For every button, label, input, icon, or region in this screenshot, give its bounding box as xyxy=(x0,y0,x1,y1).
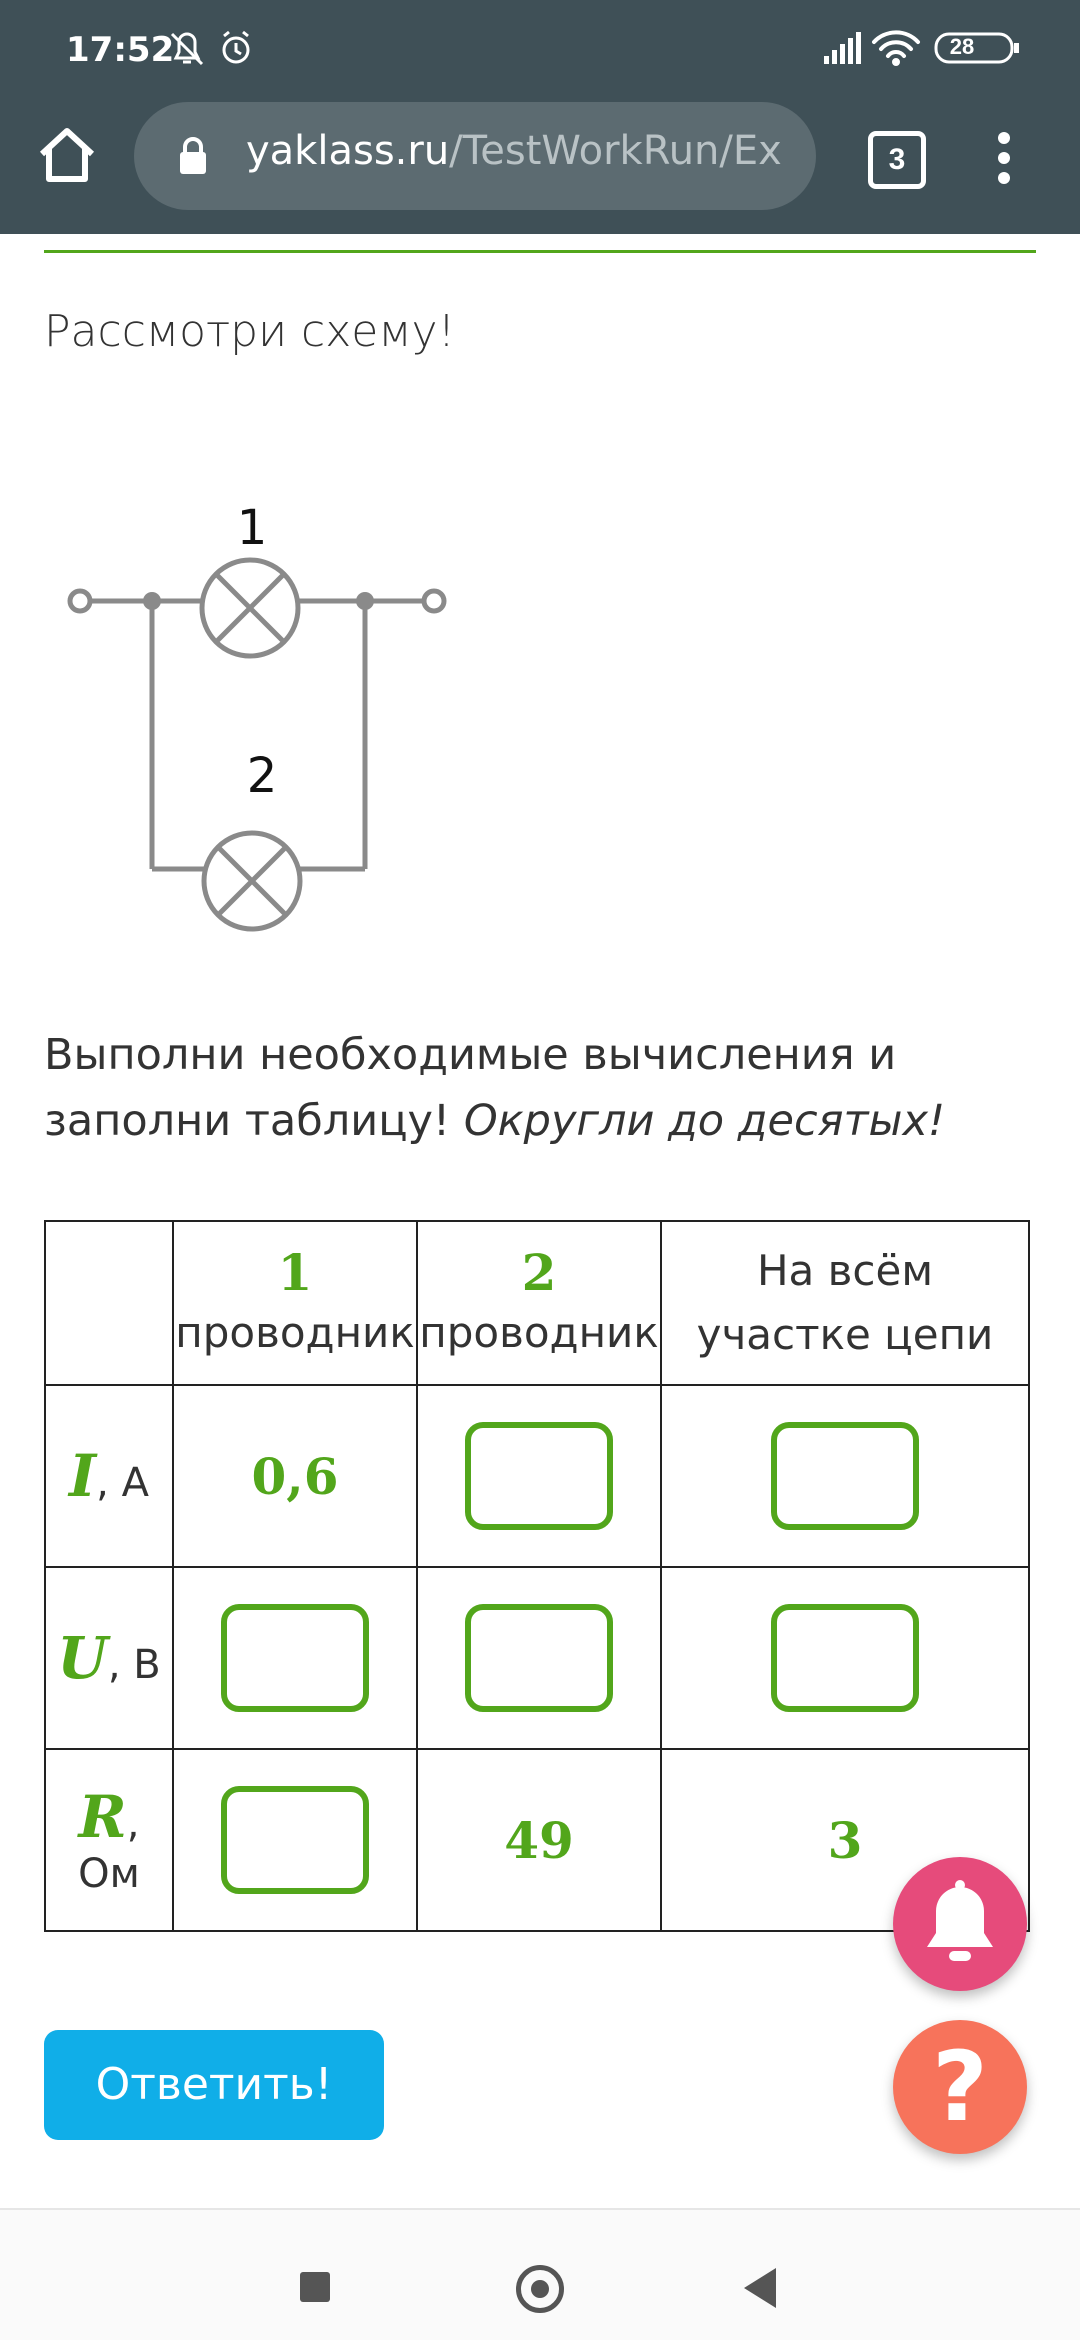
cell-voltage-2 xyxy=(417,1567,661,1749)
home-nav-icon[interactable] xyxy=(516,2265,564,2313)
answer-input-resistance-1[interactable] xyxy=(221,1786,369,1894)
table-row-current xyxy=(45,1385,1029,1567)
cell-current-2 xyxy=(417,1385,661,1567)
header-conductor-2 xyxy=(417,1221,661,1385)
wifi-icon xyxy=(874,32,918,64)
tab-switcher-button[interactable]: 3 xyxy=(868,131,926,189)
circuit-diagram xyxy=(60,496,460,946)
header-conductor-1-number: 1 xyxy=(277,1243,313,1302)
lamp-2-label: 2 xyxy=(246,748,278,804)
unit-resistance: , Ом xyxy=(78,1801,140,1897)
table-header-row xyxy=(45,1221,1029,1385)
task-instruction xyxy=(44,1022,1044,1154)
table-row-resistance xyxy=(45,1749,1029,1931)
status-time: 17:52 xyxy=(66,30,175,70)
unit-voltage: , В xyxy=(107,1642,161,1688)
given-resistance-total: 3 xyxy=(827,1810,863,1870)
task-prompt: Рассмотри схему! xyxy=(44,306,456,357)
cell-voltage-total xyxy=(661,1567,1029,1749)
submit-answer-button[interactable]: Ответить! xyxy=(44,2030,384,2140)
alarm-icon xyxy=(224,32,248,62)
section-divider xyxy=(44,250,1036,253)
terminal-right xyxy=(424,591,444,611)
help-button[interactable] xyxy=(893,2020,1027,2154)
cell-voltage-1 xyxy=(173,1567,417,1749)
junction-left xyxy=(143,592,161,610)
header-conductor-1-label: проводник xyxy=(175,1308,415,1357)
cell-resistance-2 xyxy=(417,1749,661,1931)
junction-right xyxy=(356,592,374,610)
answer-input-current-2[interactable] xyxy=(465,1422,613,1530)
symbol-voltage: U xyxy=(57,1624,108,1692)
header-whole-circuit xyxy=(661,1221,1029,1385)
instruction-rounding: Округли до десятых! xyxy=(463,1096,946,1146)
instruction-main: Выполни необходимые вычисления и заполни таблицу! xyxy=(44,1030,897,1146)
unit-current: , А xyxy=(96,1460,149,1506)
cell-current-total xyxy=(661,1385,1029,1567)
lamp-1-icon xyxy=(202,560,298,656)
cell-resistance-1 xyxy=(173,1749,417,1931)
overflow-menu-icon[interactable] xyxy=(984,128,1024,188)
battery-level: 28 xyxy=(949,34,975,59)
cell-current-1 xyxy=(173,1385,417,1567)
header-conductor-2-label: проводник xyxy=(419,1308,659,1357)
quantity-label-resistance xyxy=(45,1749,173,1931)
header-conductor-2-number: 2 xyxy=(521,1243,557,1302)
url-domain: yaklass.ru xyxy=(246,128,450,174)
status-right-icons xyxy=(824,28,1024,68)
quantity-label-current xyxy=(45,1385,173,1567)
notifications-button[interactable] xyxy=(893,1857,1027,1991)
lamp-1-label: 1 xyxy=(236,500,268,556)
terminal-left xyxy=(70,591,90,611)
back-icon[interactable] xyxy=(744,2268,776,2308)
url-bar[interactable] xyxy=(134,102,816,210)
answer-table xyxy=(44,1220,1030,1932)
signal-icon xyxy=(824,32,861,64)
answer-input-voltage-total[interactable] xyxy=(771,1604,919,1712)
question-icon: ? xyxy=(932,2031,988,2143)
header-whole-circuit-label: На всём участке цепи xyxy=(696,1246,994,1359)
answer-input-voltage-1[interactable] xyxy=(221,1604,369,1712)
given-resistance-2: 49 xyxy=(504,1810,574,1870)
bell-off-icon xyxy=(172,34,202,64)
symbol-resistance: R xyxy=(78,1783,127,1851)
table-row-voltage xyxy=(45,1567,1029,1749)
bell-icon xyxy=(893,1857,1027,1991)
given-current-1: 0,6 xyxy=(251,1446,339,1506)
header-conductor-1 xyxy=(173,1221,417,1385)
header-empty-cell xyxy=(45,1221,173,1385)
browser-chrome xyxy=(0,0,1080,234)
home-icon[interactable] xyxy=(36,124,98,186)
symbol-current: I xyxy=(69,1442,97,1510)
status-notification-icons xyxy=(168,26,258,70)
system-navigation-bar xyxy=(0,2210,1080,2340)
answer-input-current-total[interactable] xyxy=(771,1422,919,1530)
lock-icon xyxy=(178,136,208,176)
url-text[interactable] xyxy=(246,128,806,184)
recents-icon[interactable] xyxy=(300,2272,330,2302)
answer-input-voltage-2[interactable] xyxy=(465,1604,613,1712)
lamp-2-icon xyxy=(204,833,300,929)
url-path: /TestWorkRun/Ex xyxy=(449,128,782,174)
quantity-label-voltage xyxy=(45,1567,173,1749)
